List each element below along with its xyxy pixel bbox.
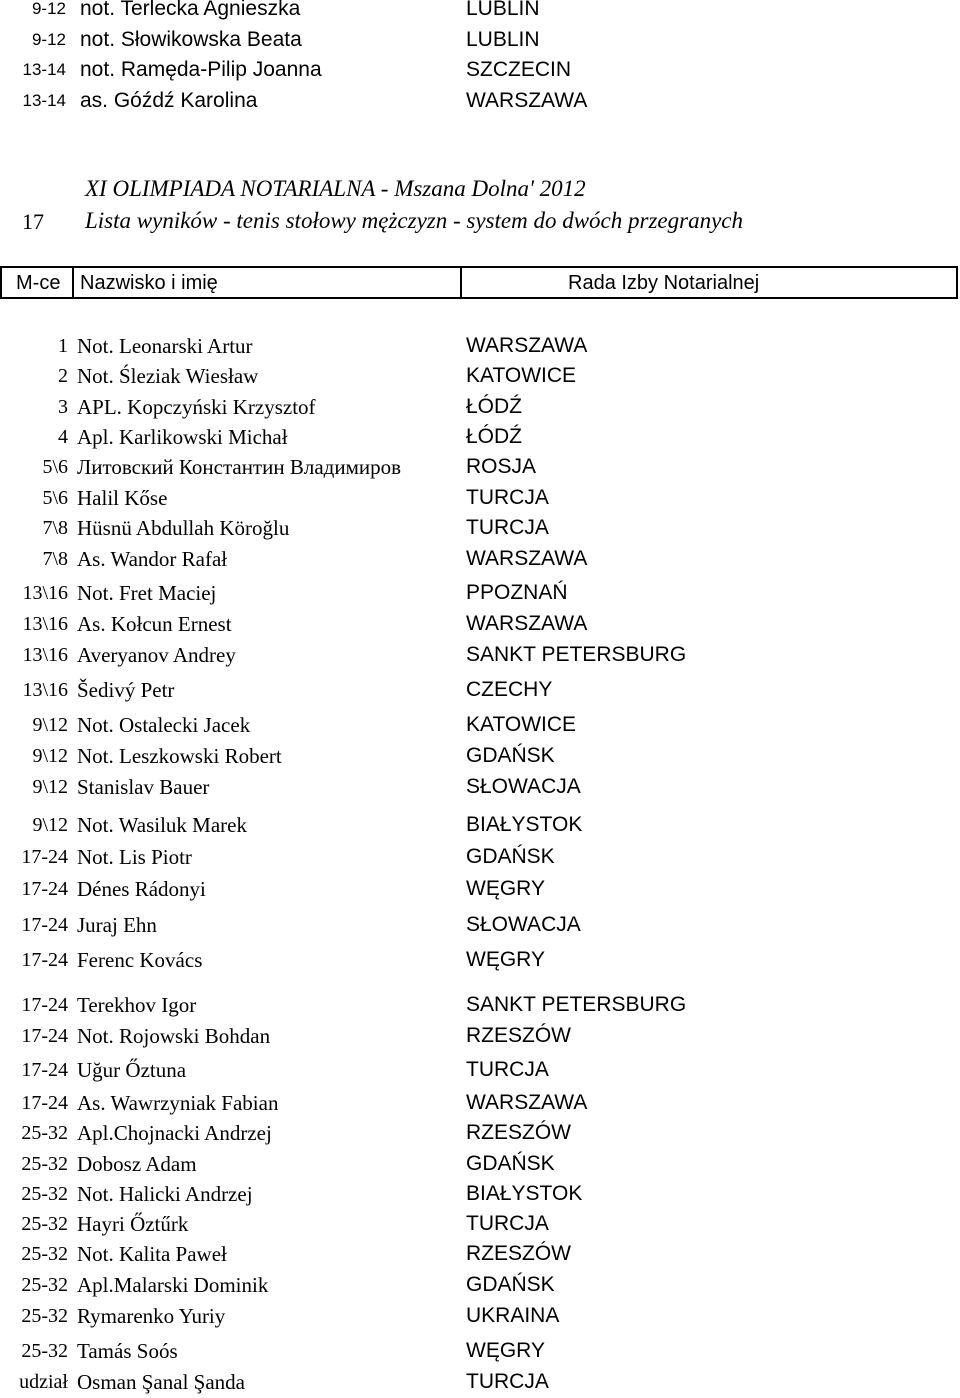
place: 9\12 (32, 814, 68, 836)
chamber: LUBLIN (466, 0, 540, 20)
place: 17-24 (21, 1092, 68, 1114)
name: As. Wawrzyniak Fabian (77, 1091, 279, 1115)
place: 13\16 (22, 613, 68, 635)
list-item (0, 29, 960, 57)
chamber: WARSZAWA (466, 334, 588, 357)
table-row (0, 516, 960, 544)
name: Not. Leonarski Artur (77, 334, 253, 358)
name: Ferenc Kovács (77, 948, 203, 972)
place: 17-24 (21, 878, 68, 900)
place: 13\16 (22, 679, 68, 701)
chamber: SŁOWACJA (466, 775, 581, 798)
place: 17-24 (21, 914, 68, 936)
table-row (0, 643, 960, 671)
table-row (0, 1212, 960, 1240)
place: 17-24 (21, 1025, 68, 1047)
chamber: SŁOWACJA (466, 913, 581, 936)
name: not. Ramęda-Pilip Joanna (80, 58, 322, 81)
name: not. Słowikowska Beata (80, 28, 302, 51)
name: Not. Wasiluk Marek (77, 813, 247, 837)
table-row (0, 1121, 960, 1149)
name: Terekhov Igor (77, 993, 197, 1017)
chamber: TURCJA (466, 516, 549, 539)
table-row (0, 913, 960, 941)
chamber: RZESZÓW (466, 1242, 571, 1265)
chamber: TURCJA (466, 1212, 549, 1235)
name: Apl.Malarski Dominik (77, 1273, 269, 1297)
column-divider (460, 268, 462, 297)
place: 25-32 (21, 1274, 68, 1296)
table-row (0, 1339, 960, 1367)
chamber: BIAŁYSTOK (466, 1182, 583, 1205)
name: As. Wandor Rafał (77, 547, 228, 571)
table-row (0, 1304, 960, 1332)
place: 13\16 (22, 582, 68, 604)
name: Not. Śleziak Wiesław (77, 364, 259, 388)
name: Hüsnü Abdullah Köroğlu (77, 516, 290, 540)
chamber: ŁÓDŹ (466, 425, 523, 448)
chamber: BIAŁYSTOK (466, 813, 583, 836)
table-row (0, 1242, 960, 1270)
place: 25-32 (21, 1243, 68, 1265)
name: Not. Lis Piotr (77, 845, 192, 869)
table-row (0, 1091, 960, 1119)
name: as. Góźdź Karolina (80, 89, 258, 112)
table-row (0, 948, 960, 976)
place: 9\12 (32, 776, 68, 798)
list-number: 17 (22, 209, 44, 234)
table-row (0, 1058, 960, 1086)
place: 9-12 (31, 0, 66, 18)
name: Not. Ostalecki Jacek (77, 713, 251, 737)
name: APL. Kopczyński Krzysztof (77, 395, 316, 419)
place: 25-32 (21, 1305, 68, 1327)
name: Apl. Karlikowski Michał (77, 425, 288, 449)
table-row (0, 678, 960, 706)
place: 25-32 (21, 1183, 68, 1205)
name: Dénes Rádonyi (77, 877, 206, 901)
chamber: KATOWICE (466, 364, 577, 387)
header-chamber: Rada Izby Notarialnej (568, 272, 760, 294)
table-row (0, 1370, 960, 1398)
chamber: WARSZAWA (466, 547, 588, 570)
name: Šedivý Petr (77, 678, 175, 702)
chamber: CZECHY (466, 678, 553, 701)
place: 9-12 (31, 30, 66, 49)
list-item (0, 90, 960, 118)
place: 25-32 (21, 1340, 68, 1362)
column-divider (72, 268, 74, 297)
section-title: XI OLIMPIADA NOTARIALNA - Mszana Dolna' 2012 (85, 176, 586, 201)
place: 2 (58, 365, 68, 387)
chamber: SZCZECIN (466, 58, 571, 81)
table-row (0, 547, 960, 575)
place: 9\12 (32, 745, 68, 767)
chamber: WĘGRY (466, 877, 545, 900)
name: Averyanov Andrey (77, 643, 236, 667)
table-row (0, 455, 960, 483)
table-row (0, 425, 960, 453)
place: 17-24 (21, 994, 68, 1016)
name: Not. Fret Maciej (77, 581, 217, 605)
chamber: SANKT PETERSBURG (466, 993, 687, 1016)
header-name: Nazwisko i imię (80, 272, 218, 294)
name: Dobosz Adam (77, 1152, 197, 1176)
section-subtitle: Lista wyników - tenis stołowy mężczyzn - system do dwóch przegranych (85, 208, 743, 233)
place: 7\8 (42, 517, 68, 539)
place: 3 (58, 396, 68, 418)
chamber: WĘGRY (466, 948, 545, 971)
chamber: ROSJA (466, 455, 537, 478)
table-row (0, 486, 960, 514)
name: Tamás Soós (77, 1339, 178, 1363)
table-row (0, 775, 960, 803)
list-item (0, 59, 960, 87)
chamber: PPOZNAŃ (466, 581, 568, 604)
place: 13\16 (22, 644, 68, 666)
name: Rymarenko Yuriy (77, 1304, 226, 1328)
chamber: TURCJA (466, 486, 549, 509)
name: Not. Rojowski Bohdan (77, 1024, 271, 1048)
name: Osman Şanal Şanda (77, 1370, 245, 1394)
name: Apl.Chojnacki Andrzej (77, 1121, 272, 1145)
chamber: KATOWICE (466, 713, 577, 736)
name: Juraj Ehn (77, 913, 157, 937)
table-row (0, 813, 960, 841)
table-row (0, 845, 960, 873)
chamber: RZESZÓW (466, 1024, 571, 1047)
chamber: WARSZAWA (466, 1091, 588, 1114)
table-row (0, 713, 960, 741)
place: 13-14 (22, 60, 66, 79)
name: Halil Kőse (77, 486, 168, 510)
chamber: GDAŃSK (466, 845, 555, 868)
chamber: WARSZAWA (466, 612, 588, 635)
name: Stanislav Bauer (77, 775, 210, 799)
table-row (0, 1152, 960, 1180)
table-row (0, 1273, 960, 1301)
chamber: GDAŃSK (466, 744, 555, 767)
place: 5\6 (42, 456, 68, 478)
name: Not. Leszkowski Robert (77, 744, 282, 768)
place: 25-32 (21, 1153, 68, 1175)
table-row (0, 744, 960, 772)
name: As. Kołcun Ernest (77, 612, 232, 636)
place: 25-32 (21, 1213, 68, 1235)
name: Hayri Őztűrk (77, 1212, 189, 1236)
place: 5\6 (42, 487, 68, 509)
table-row (0, 877, 960, 905)
table-row (0, 334, 960, 362)
chamber: TURCJA (466, 1058, 549, 1081)
place: 7\8 (42, 548, 68, 570)
table-row (0, 993, 960, 1021)
table-header (0, 266, 958, 299)
place: 9\12 (32, 714, 68, 736)
place: 1 (58, 335, 68, 357)
table-row (0, 395, 960, 423)
chamber: GDAŃSK (466, 1273, 555, 1296)
place: 25-32 (21, 1122, 68, 1144)
name: Not. Kalita Paweł (77, 1242, 227, 1266)
chamber: WĘGRY (466, 1339, 545, 1362)
chamber: SANKT PETERSBURG (466, 643, 687, 666)
table-row (0, 581, 960, 609)
table-row (0, 364, 960, 392)
chamber: LUBLIN (466, 28, 540, 51)
chamber: RZESZÓW (466, 1121, 571, 1144)
chamber: WARSZAWA (466, 89, 588, 112)
place: 13-14 (22, 91, 66, 110)
place: 17-24 (21, 1059, 68, 1081)
chamber: UKRAINA (466, 1304, 560, 1327)
place: udział (19, 1371, 68, 1393)
list-item (0, 0, 960, 26)
name: Not. Halicki Andrzej (77, 1182, 253, 1206)
table-row (0, 1024, 960, 1052)
name: not. Terlecka Agnieszka (80, 0, 301, 20)
place: 4 (58, 426, 68, 448)
place: 17-24 (21, 949, 68, 971)
chamber: GDAŃSK (466, 1152, 555, 1175)
chamber: TURCJA (466, 1370, 549, 1393)
name: Литовский Константин Владимиров (77, 455, 402, 479)
header-place: M-ce (16, 272, 61, 294)
table-row (0, 1182, 960, 1210)
chamber: ŁÓDŹ (466, 395, 523, 418)
table-row (0, 612, 960, 640)
place: 17-24 (21, 846, 68, 868)
name: Uğur Őztuna (77, 1058, 187, 1082)
